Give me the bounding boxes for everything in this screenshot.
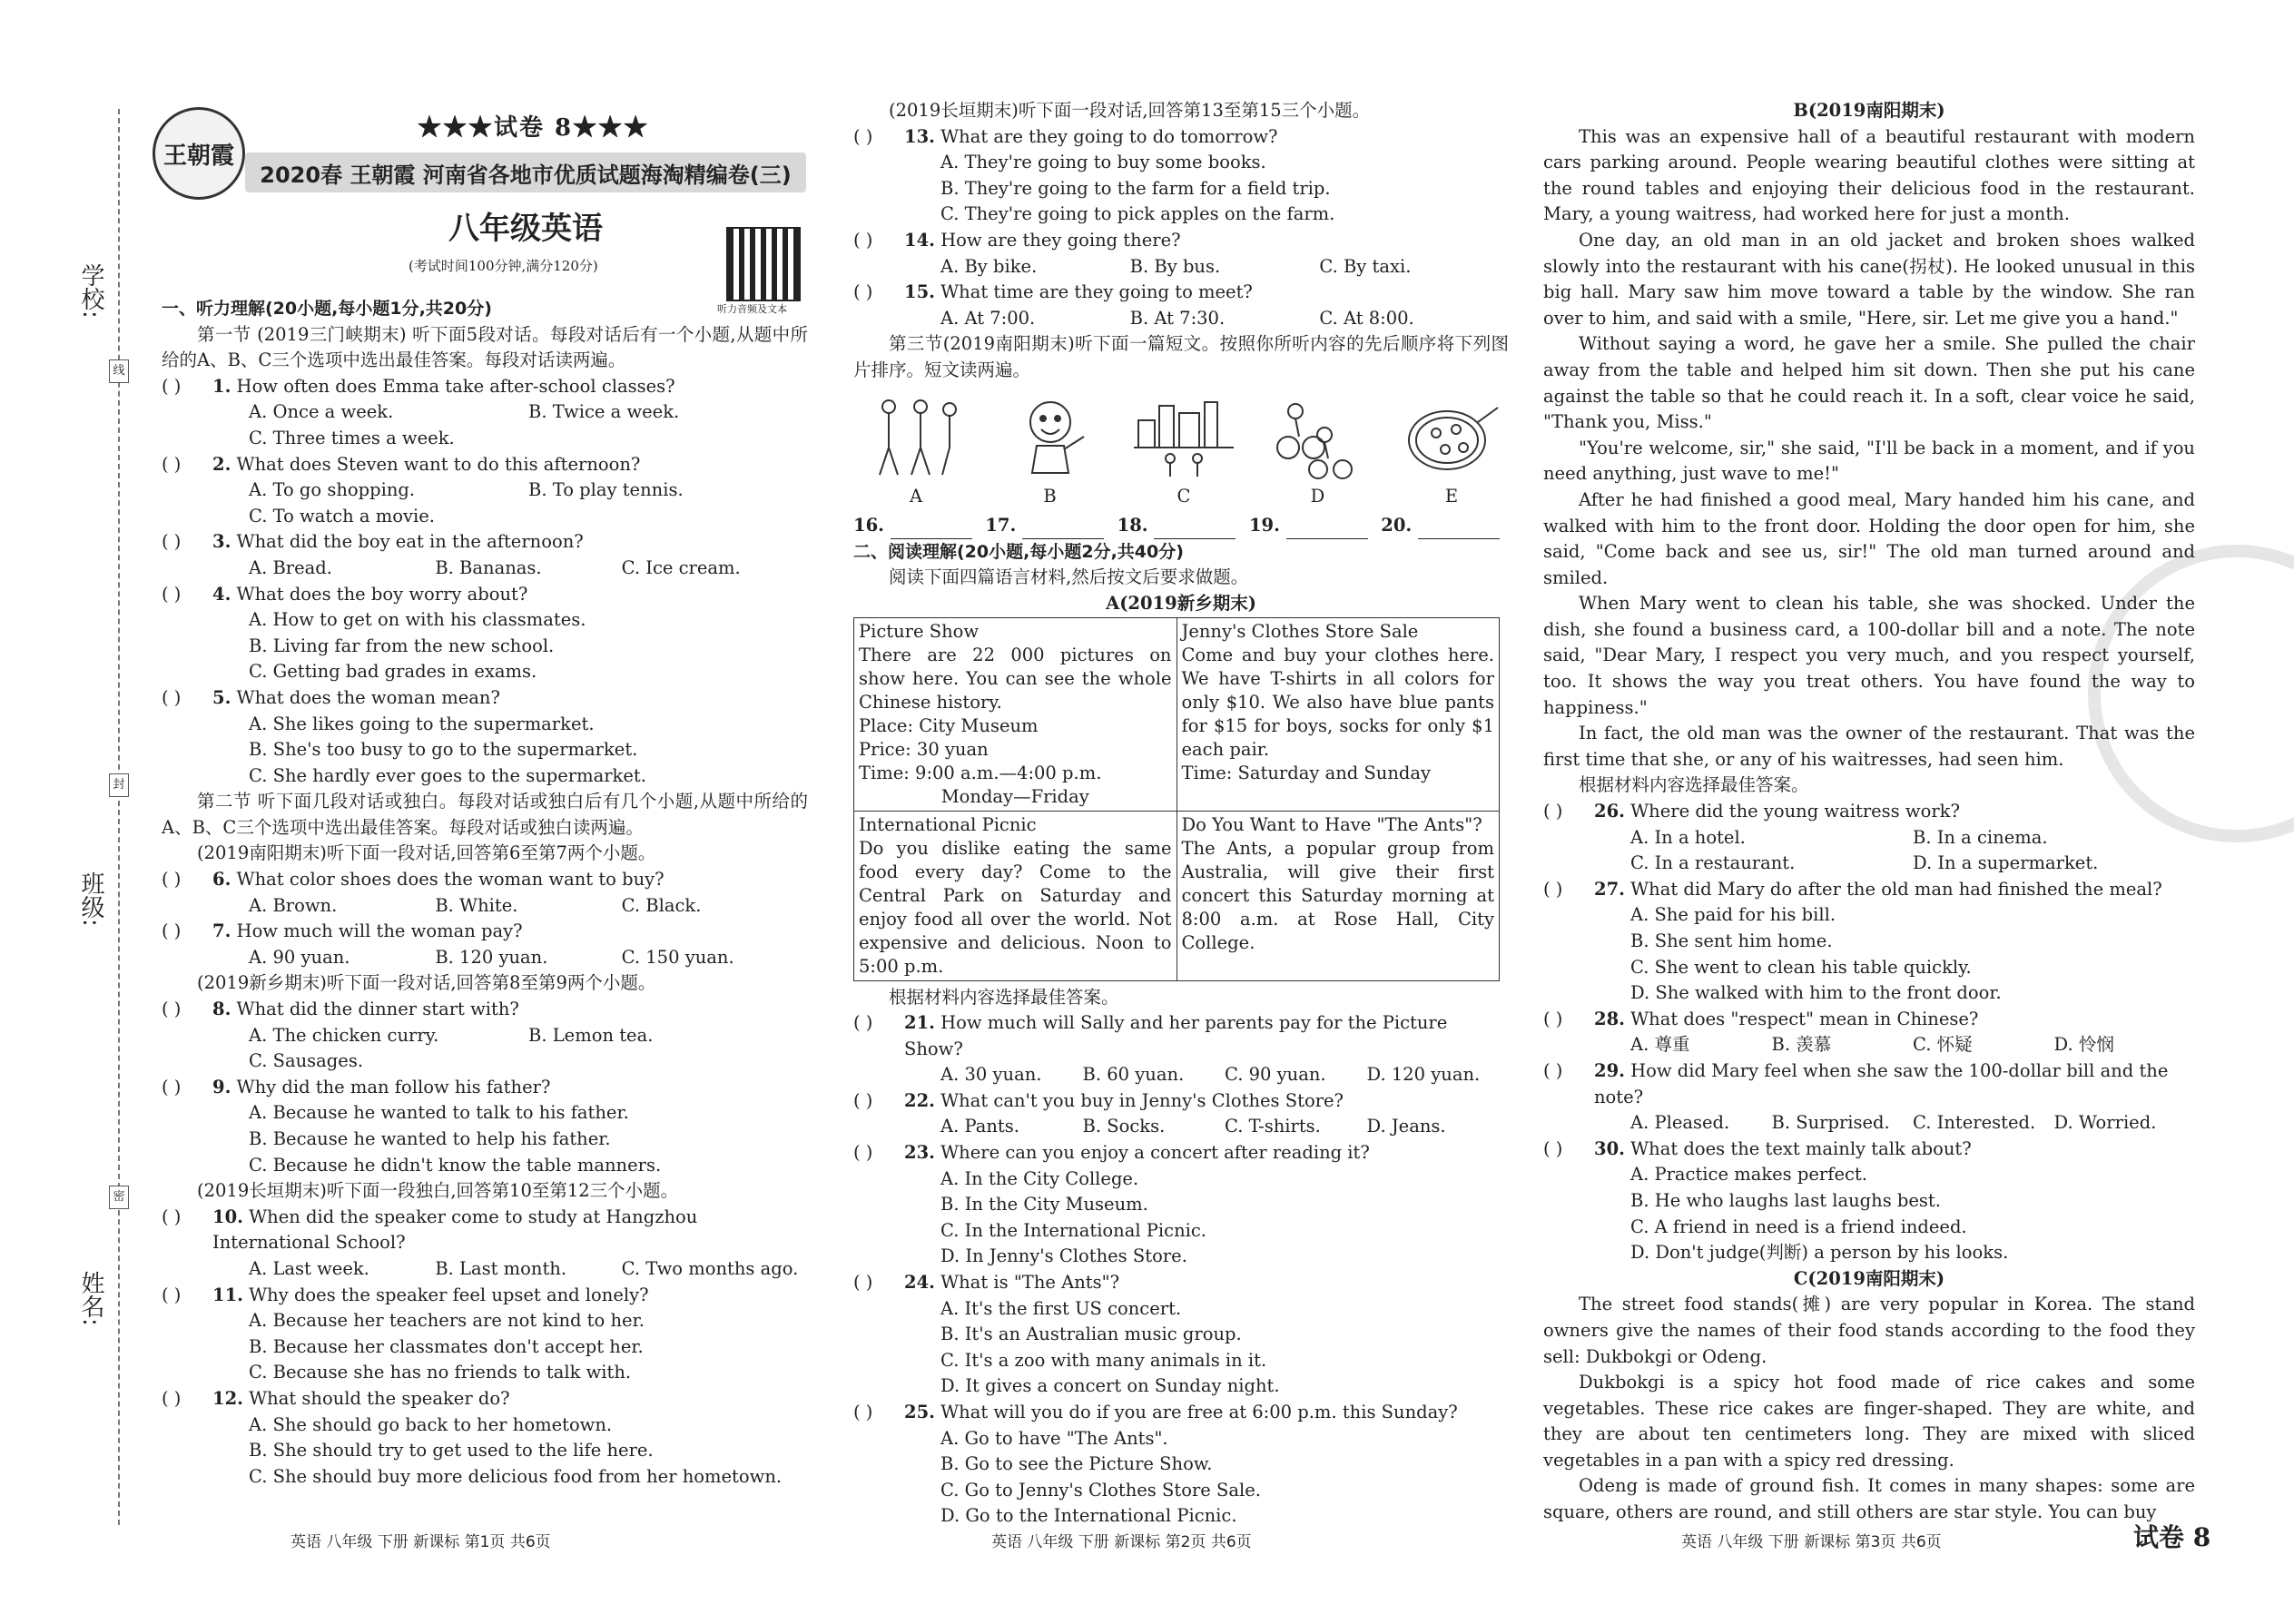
option-line: A. It's the first US concert. bbox=[940, 1297, 1182, 1319]
question-text: 5. What does the woman mean? bbox=[212, 686, 500, 708]
answer-blank[interactable] bbox=[1154, 520, 1236, 539]
question-27 bbox=[1543, 877, 2195, 903]
question-number: 29. bbox=[1594, 1059, 1625, 1081]
question-text: 22. What can't you buy in Jenny's Clothes Store? bbox=[904, 1089, 1344, 1111]
option-a: A. To go shopping. bbox=[249, 479, 416, 501]
answer-bracket[interactable]: ( ) bbox=[853, 1012, 873, 1034]
answer-bracket[interactable]: ( ) bbox=[162, 1387, 182, 1409]
option-d: D. 怜悯 bbox=[2053, 1034, 2114, 1056]
name-label: 姓名: bbox=[77, 1271, 104, 1326]
option-line: C. She should buy more delicious food from her hometown. bbox=[249, 1465, 783, 1487]
question-number: 14. bbox=[904, 229, 935, 251]
ad-text: The Ants, a popular group from Australia, will give their first concert this Saturday morning at 8:00 a.m. at Rose Hall, City College. bbox=[1181, 837, 1494, 953]
picture-label: B bbox=[1043, 485, 1057, 507]
question-text: 6. What color shoes does the woman want to buy? bbox=[212, 869, 665, 891]
question-12 bbox=[162, 1386, 808, 1412]
exam-banner: 2020春 王朝霞 河南省各地市优质试题海淘精编卷(三) bbox=[245, 153, 806, 192]
question-number: 15. bbox=[904, 281, 935, 303]
question-number: 30. bbox=[1594, 1137, 1625, 1159]
ad-jennys-clothes bbox=[1177, 617, 1500, 811]
ad-text: Time: 9:00 a.m.—4:00 p.m. bbox=[859, 762, 1102, 783]
paragraph: In fact, the old man was the owner of the restaurant. That was the first time that she, or any of his waitresses, had seen him. bbox=[1543, 723, 2195, 770]
option-line: D. She walked with him to the front door. bbox=[1630, 982, 2002, 1004]
answer-bracket[interactable]: ( ) bbox=[1543, 801, 1563, 822]
paragraph: "You're welcome, sir," she said, "I'll be back in a moment, and if you need anything, just wave to me!" bbox=[1543, 437, 2195, 485]
question-number: 9. bbox=[212, 1076, 231, 1097]
paragraph: After he had finished a good meal, Mary handed him his cane, and walked with him to the front door. Holding the door open for him, she said, "Come back and see us, sir!" The old man turned around and smiled. bbox=[1543, 488, 2195, 588]
options-row bbox=[853, 1062, 1509, 1088]
option-line: B. It's an Australian music group. bbox=[940, 1324, 1242, 1345]
question-text: 15. What time are they going to meet? bbox=[904, 281, 1253, 303]
option-line: C. Because she has no friends to talk with. bbox=[249, 1362, 632, 1383]
page-3-column bbox=[1543, 98, 2195, 1526]
question-number: 7. bbox=[212, 920, 231, 942]
instruction-line: (2019新乡期末)听下面一段对话,回答第8至第9两个小题。 bbox=[197, 972, 656, 994]
instruction-line: 阅读下面四篇语言材料,然后按文后要求做题。 bbox=[889, 566, 1249, 588]
instruction-line: 根据材料内容选择最佳答案。 bbox=[1579, 774, 1809, 796]
option-line: B. They're going to the farm for a field trip. bbox=[940, 177, 1331, 199]
page-2-column bbox=[853, 98, 1509, 1530]
question-number: 1. bbox=[212, 375, 231, 397]
option-c: C. 150 yuan. bbox=[621, 946, 734, 968]
qr-code[interactable] bbox=[726, 227, 801, 301]
answer-bracket[interactable]: ( ) bbox=[1543, 1137, 1563, 1159]
option-line: B. Go to see the Picture Show. bbox=[940, 1453, 1213, 1475]
question-text: 23. Where can you enjoy a concert after reading it? bbox=[904, 1142, 1370, 1164]
question-number: 26. bbox=[1594, 801, 1625, 822]
answer-bracket[interactable]: ( ) bbox=[853, 281, 873, 303]
question-13 bbox=[853, 124, 1509, 151]
option-line: C. Sausages. bbox=[249, 1050, 364, 1072]
question-1 bbox=[162, 374, 808, 400]
question-14 bbox=[853, 228, 1509, 254]
paragraph: When Mary went to clean his table, she was shocked. Under the dish, she found a business card, a 100-dollar bill and a note. The note said, "Dear Mary, I respect you very much, and you respect yourself, too. It shows the way you treat others. You have found the way to happiness." bbox=[1543, 593, 2195, 718]
answer-bracket[interactable]: ( ) bbox=[162, 531, 182, 553]
question-number: 12. bbox=[212, 1387, 243, 1409]
options-row bbox=[1543, 825, 2195, 851]
paragraph: 第三节(2019南阳期末)听下面一篇短文。按照你所听内容的先后顺序将下列图片排序。短文读两遍。 bbox=[853, 333, 1509, 380]
instruction-line: 根据材料内容选择最佳答案。 bbox=[889, 986, 1119, 1008]
picture-row bbox=[866, 393, 1501, 480]
option-a: C. In a restaurant. bbox=[1630, 852, 1796, 874]
question-29 bbox=[1543, 1058, 2195, 1110]
qr-note: 听力音频及文本 bbox=[717, 303, 787, 315]
options-row bbox=[162, 893, 808, 920]
question-number: 23. bbox=[904, 1142, 935, 1164]
option-line: B. Living far from the new school. bbox=[249, 635, 555, 656]
answer-bracket[interactable]: ( ) bbox=[162, 375, 182, 397]
question-number: 10. bbox=[212, 1206, 243, 1227]
option-a: A. The chicken curry. bbox=[249, 1024, 439, 1046]
option-line: A. They're going to buy some books. bbox=[940, 152, 1266, 173]
question-number: 25. bbox=[904, 1402, 935, 1422]
instruction-line: (2019南阳期末)听下面一段对话,回答第6至第7两个小题。 bbox=[197, 842, 656, 864]
options-row bbox=[162, 945, 808, 971]
binding-mark-secret: 密 bbox=[109, 1186, 129, 1209]
option-line: B. Because her classmates don't accept her. bbox=[249, 1335, 644, 1357]
question-text: 21. How much will Sally and her parents pay for the Picture Show? bbox=[904, 1012, 1448, 1059]
answer-blank[interactable] bbox=[891, 520, 972, 539]
option-c: C. T-shirts. bbox=[1225, 1116, 1321, 1137]
answer-bracket[interactable]: ( ) bbox=[162, 583, 182, 605]
question-text: 9. Why did the man follow his father? bbox=[212, 1076, 551, 1097]
question-3 bbox=[162, 529, 808, 556]
answer-bracket[interactable]: ( ) bbox=[853, 125, 873, 147]
option-c: C. 90 yuan. bbox=[1225, 1064, 1326, 1086]
option-c: C. Interested. bbox=[1913, 1112, 2036, 1134]
question-25 bbox=[853, 1400, 1509, 1426]
option-line: C. A friend in need is a friend indeed. bbox=[1630, 1216, 1967, 1237]
option-a: A. Bread. bbox=[249, 556, 332, 578]
option-line: B. She's too busy to go to the supermarket. bbox=[249, 739, 638, 761]
option-a: A. Pleased. bbox=[1630, 1112, 1730, 1134]
paragraph: The street food stands(摊) are very popular in Korea. The stand owners give the names of their food stands according to the food they sell: Dukbokgi or Odeng. bbox=[1543, 1294, 2195, 1367]
answer-bracket[interactable]: ( ) bbox=[853, 229, 873, 251]
footer-page-2: 英语 八年级 下册 新课标 第2页 共6页 bbox=[991, 1533, 1252, 1551]
option-b: B. At 7:30. bbox=[1129, 307, 1226, 329]
option-a: A. Pants. bbox=[940, 1116, 1019, 1137]
binding-line bbox=[118, 109, 120, 1525]
option-line: C. She went to clean his table quickly. bbox=[1630, 956, 1972, 978]
paragraph: 第二节 听下面几段对话或独白。每段对话或独白后有几个小题,从题中所给的A、B、C三个选项中选出最佳答案。每段对话或独白读两遍。 bbox=[162, 791, 808, 838]
option-b: B. Twice a week. bbox=[528, 401, 680, 423]
picture-answer-blanks bbox=[853, 513, 1500, 539]
passage-title: B(2019南阳期末) bbox=[1793, 100, 1945, 121]
question-23 bbox=[853, 1140, 1509, 1166]
option-line: D. In Jenny's Clothes Store. bbox=[940, 1245, 1187, 1267]
ad-text: Time: Saturday and Sunday bbox=[1181, 762, 1432, 783]
option-b: B. White. bbox=[435, 894, 518, 916]
option-line: A. She likes going to the supermarket. bbox=[249, 713, 595, 734]
picture-c-icon bbox=[1134, 393, 1234, 480]
paragraph: This was an expensive hall of a beautiful restaurant with modern cars parking around. People wearing beautiful clothes were sitting at the round tables and enjoying their delicious food in the restaurant. Mary, a young waitress, had worked here for just a month. bbox=[1543, 125, 2195, 225]
question-number: 24. bbox=[904, 1272, 935, 1294]
question-number: 13. bbox=[904, 125, 935, 147]
option-a: A. Brown. bbox=[249, 894, 338, 916]
option-c: C. By taxi. bbox=[1319, 255, 1412, 277]
options-row bbox=[853, 254, 1509, 281]
option-c: C. Black. bbox=[621, 894, 702, 916]
option-a: A. 30 yuan. bbox=[940, 1064, 1042, 1086]
option-b: B. Socks. bbox=[1082, 1116, 1166, 1137]
ad-picture-show bbox=[854, 617, 1177, 811]
question-text: 30. What does the text mainly talk about? bbox=[1594, 1137, 1972, 1159]
picture-labels bbox=[866, 484, 1501, 510]
paper-badge: 试卷 8 bbox=[2133, 1522, 2211, 1552]
question-6 bbox=[162, 867, 808, 893]
question-4 bbox=[162, 582, 808, 608]
reading-header bbox=[853, 539, 1509, 617]
brand-logo: 王朝霞 bbox=[153, 107, 245, 200]
question-7 bbox=[162, 919, 808, 945]
question-text: 24. What is "The Ants"? bbox=[904, 1272, 1120, 1294]
option-a: A. In a hotel. bbox=[1630, 826, 1746, 848]
binding-mark-line: 线 bbox=[109, 359, 129, 383]
option-b: B. Bananas. bbox=[435, 556, 542, 578]
question-number: 6. bbox=[212, 869, 231, 891]
option-line: B. She sent him home. bbox=[1630, 930, 1833, 951]
option-a: A. Once a week. bbox=[249, 401, 394, 423]
options-row bbox=[1543, 851, 2195, 877]
listening-part-3 bbox=[853, 98, 1509, 384]
option-line: C. They're going to pick apples on the farm. bbox=[940, 203, 1335, 225]
picture-label: C bbox=[1177, 485, 1191, 507]
question-22 bbox=[853, 1088, 1509, 1115]
ad-title: Do You Want to Have "The Ants"? bbox=[1181, 813, 1482, 835]
school-label: 学校: bbox=[77, 263, 104, 319]
question-text: 7. How much will the woman pay? bbox=[212, 920, 523, 942]
answer-blank-item: 19. bbox=[1249, 513, 1368, 539]
paragraph: Odeng is made of ground fish. It comes in many shapes: some are square, others are round, and still others are star style. You can buy bbox=[1543, 1475, 2195, 1523]
section-heading: 二、阅读理解(20小题,每小题2分,共40分) bbox=[853, 541, 1184, 562]
picture-label: E bbox=[1444, 485, 1459, 507]
question-11 bbox=[162, 1283, 808, 1309]
question-text: 8. What did the dinner start with? bbox=[212, 999, 519, 1020]
question-text: 14. How are they going there? bbox=[904, 229, 1181, 251]
question-30 bbox=[1543, 1137, 2195, 1163]
option-b: B. By bus. bbox=[1129, 255, 1221, 277]
option-line: D. Go to the International Picnic. bbox=[940, 1505, 1237, 1527]
question-text: 13. What are they going to do tomorrow? bbox=[904, 125, 1278, 147]
option-c: C. Two months ago. bbox=[621, 1257, 799, 1279]
question-number: 4. bbox=[212, 583, 231, 605]
question-text: 29. How did Mary feel when she saw the 100-dollar bill and the note? bbox=[1594, 1059, 2169, 1107]
question-text: 10. When did the speaker come to study at Hangzhou International School? bbox=[212, 1206, 698, 1254]
option-b: B. Surprised. bbox=[1771, 1112, 1890, 1134]
paper-number: ★★★试卷 8★★★ bbox=[418, 114, 650, 142]
option-line: C. Because he didn't know the table manners. bbox=[249, 1154, 662, 1176]
ad-title: Picture Show bbox=[859, 620, 980, 642]
option-line: B. Because he wanted to help his father. bbox=[249, 1128, 611, 1149]
option-a: A. By bike. bbox=[940, 255, 1038, 277]
options-row bbox=[162, 1023, 808, 1049]
ad-text: Do you dislike eating the same food every day? Come to the Central Park on Saturday and enjoy food all over the world. Not expensive and delicious. Noon to 5:00 p.m. bbox=[859, 837, 1172, 977]
question-9 bbox=[162, 1075, 808, 1101]
option-d: D. Jeans. bbox=[1366, 1116, 1446, 1137]
answer-blank-item: 16. bbox=[853, 513, 972, 539]
option-b: B. 120 yuan. bbox=[435, 946, 548, 968]
option-a: A. 90 yuan. bbox=[249, 946, 350, 968]
options-row bbox=[162, 556, 808, 582]
option-b: B. 60 yuan. bbox=[1082, 1064, 1185, 1086]
question-text: 1. How often does Emma take after-school classes? bbox=[212, 375, 675, 397]
option-line: B. He who laughs last laughs best. bbox=[1630, 1189, 1941, 1211]
question-number: 11. bbox=[212, 1284, 243, 1305]
option-line: C. Three times a week. bbox=[249, 427, 455, 448]
section-heading: 一、听力理解(20小题,每小题1分,共20分) bbox=[162, 299, 492, 319]
picture-a-icon bbox=[866, 393, 966, 480]
picture-label: D bbox=[1310, 485, 1325, 507]
question-24 bbox=[853, 1270, 1509, 1296]
answer-blank[interactable] bbox=[1286, 520, 1368, 539]
binding-mark-seal: 封 bbox=[109, 773, 129, 797]
question-text: 11. Why does the speaker feel upset and lonely? bbox=[212, 1284, 649, 1305]
page-1-column bbox=[162, 296, 808, 1490]
option-line: D. It gives a concert on Sunday night. bbox=[940, 1375, 1280, 1397]
question-21 bbox=[853, 1010, 1509, 1062]
paragraph: Dukbokgi is a spicy hot food made of rice cakes and some vegetables. These rice cakes are finger-shaped. They are white, and they are about ten centimeters long. They are mixed with sliced vegetables in a pan with a spicy red dressing. bbox=[1543, 1372, 2195, 1471]
answer-bracket[interactable]: ( ) bbox=[162, 686, 182, 708]
answer-bracket[interactable]: ( ) bbox=[853, 1142, 873, 1164]
picture-b-icon bbox=[1000, 393, 1100, 480]
option-line: A. Go to have "The Ants". bbox=[940, 1427, 1168, 1449]
answer-bracket[interactable]: ( ) bbox=[162, 920, 182, 942]
option-line: A. Because her teachers are not kind to her. bbox=[249, 1310, 645, 1332]
option-c: C. Ice cream. bbox=[621, 556, 741, 578]
option-line: C. In the International Picnic. bbox=[940, 1219, 1206, 1241]
question-number: 28. bbox=[1594, 1008, 1625, 1029]
answer-blank[interactable] bbox=[1418, 520, 1500, 539]
question-number: 21. bbox=[904, 1012, 935, 1034]
option-line: C. She hardly ever goes to the supermarket. bbox=[249, 764, 646, 786]
question-text: 12. What should the speaker do? bbox=[212, 1387, 510, 1409]
answer-bracket[interactable]: ( ) bbox=[162, 1206, 182, 1227]
option-line: A. Because he wanted to talk to his father. bbox=[249, 1102, 629, 1124]
answer-bracket[interactable]: ( ) bbox=[1543, 1059, 1563, 1081]
footer-page-3: 英语 八年级 下册 新课标 第3页 共6页 bbox=[1681, 1533, 1942, 1551]
option-line: C. It's a zoo with many animals in it. bbox=[940, 1349, 1267, 1371]
options-row bbox=[853, 1114, 1509, 1140]
question-10 bbox=[162, 1205, 808, 1256]
answer-bracket[interactable]: ( ) bbox=[162, 1284, 182, 1305]
option-a: A. 尊重 bbox=[1630, 1034, 1690, 1056]
option-line: A. Practice makes perfect. bbox=[1630, 1164, 1867, 1186]
option-line: A. How to get on with his classmates. bbox=[249, 609, 586, 631]
option-b: B. To play tennis. bbox=[528, 479, 684, 501]
question-15 bbox=[853, 280, 1509, 306]
question-text: 2. What does Steven want to do this afternoon? bbox=[212, 453, 641, 475]
question-number: 2. bbox=[212, 453, 231, 475]
ad-text: Monday—Friday bbox=[940, 785, 1089, 807]
paragraph: Without saying a word, he gave her a smile. She pulled the chair away from the table and helped him sit down. Then she put his cane against the table so that he could reach it. In a soft, clear voice he said, "Thank you, Miss." bbox=[1543, 333, 2195, 433]
options-row bbox=[162, 399, 808, 426]
option-line: A. She paid for his bill. bbox=[1630, 904, 1836, 926]
answer-bracket[interactable]: ( ) bbox=[162, 999, 182, 1020]
option-line: C. Go to Jenny's Clothes Store Sale. bbox=[940, 1479, 1261, 1501]
question-number: 8. bbox=[212, 999, 231, 1020]
question-text: 25. What will you do if you are free at 6:00 p.m. this Sunday? bbox=[904, 1402, 1458, 1422]
picture-e-icon bbox=[1402, 393, 1501, 480]
answer-bracket[interactable]: ( ) bbox=[162, 869, 182, 891]
question-text: 28. What does "respect" mean in Chinese? bbox=[1594, 1008, 1979, 1029]
option-b: B. In a cinema. bbox=[1913, 826, 2048, 848]
answer-blank[interactable] bbox=[1022, 520, 1104, 539]
options-row bbox=[162, 1256, 808, 1283]
question-text: 4. What does the boy worry about? bbox=[212, 583, 528, 605]
option-line: B. She should try to get used to the life here. bbox=[249, 1440, 654, 1462]
option-c: C. At 8:00. bbox=[1319, 307, 1414, 329]
option-line: A. She should go back to her hometown. bbox=[249, 1413, 613, 1435]
options-row bbox=[853, 306, 1509, 332]
options-row bbox=[1543, 1032, 2195, 1058]
ad-text: Place: City Museum bbox=[859, 714, 1039, 736]
ad-text: Price: 30 yuan bbox=[859, 738, 989, 760]
answer-bracket[interactable]: ( ) bbox=[1543, 1008, 1563, 1029]
answer-bracket[interactable]: ( ) bbox=[853, 1402, 873, 1422]
question-8 bbox=[162, 997, 808, 1023]
paragraph: 第一节 (2019三门峡期末) 听下面5段对话。每段对话后有一个小题,从题中所给的A、B、C三个选项中选出最佳答案。每段对话读两遍。 bbox=[162, 323, 808, 371]
passage-a-table bbox=[853, 617, 1500, 981]
option-b: B. Lemon tea. bbox=[528, 1024, 654, 1046]
instruction-line: (2019长垣期末)听下面一段独白,回答第10至第12三个小题。 bbox=[197, 1180, 679, 1202]
question-text: 27. What did Mary do after the old man had finished the meal? bbox=[1594, 878, 2162, 900]
answer-blank-item: 18. bbox=[1117, 513, 1236, 539]
picture-d-icon bbox=[1268, 393, 1368, 480]
passage-a-questions bbox=[853, 985, 1509, 1530]
answer-blank-item: 17. bbox=[985, 513, 1104, 539]
question-26 bbox=[1543, 799, 2195, 825]
option-a: A. Last week. bbox=[249, 1257, 369, 1279]
footer-page-1: 英语 八年级 下册 新课标 第1页 共6页 bbox=[290, 1533, 551, 1551]
class-label: 班级: bbox=[77, 871, 104, 927]
option-line: B. In the City Museum. bbox=[940, 1194, 1148, 1216]
question-text: 26. Where did the young waitress work? bbox=[1594, 801, 1960, 822]
ad-text: There are 22 000 pictures on show here. You can see the whole Chinese history. bbox=[859, 644, 1172, 713]
question-28 bbox=[1543, 1007, 2195, 1033]
option-b: D. In a supermarket. bbox=[1913, 852, 2099, 874]
answer-bracket[interactable]: ( ) bbox=[1543, 878, 1563, 900]
ad-title: Jenny's Clothes Store Sale bbox=[1181, 620, 1419, 642]
option-d: D. 120 yuan. bbox=[1366, 1064, 1481, 1086]
option-line: D. Don't judge(判断) a person by his looks. bbox=[1630, 1242, 2009, 1264]
answer-bracket[interactable]: ( ) bbox=[162, 453, 182, 475]
option-d: D. Worried. bbox=[2053, 1112, 2157, 1134]
question-number: 22. bbox=[904, 1089, 935, 1111]
ad-title: International Picnic bbox=[859, 813, 1037, 835]
option-c: C. 怀疑 bbox=[1913, 1034, 1973, 1056]
option-line: A. In the City College. bbox=[940, 1167, 1139, 1189]
ad-text: Come and buy your clothes here. We have T-shirts in all colors for only $10. We also have blue pants for $15 for boys, socks for only $1 each pair. bbox=[1181, 644, 1494, 760]
time-info: (考试时间100分钟,满分120分) bbox=[409, 258, 598, 274]
answer-bracket[interactable]: ( ) bbox=[853, 1272, 873, 1294]
subject-title: 八年级英语 bbox=[448, 211, 603, 247]
ad-the-ants bbox=[1177, 811, 1500, 980]
answer-bracket[interactable]: ( ) bbox=[162, 1076, 182, 1097]
passage-title: A(2019新乡期末) bbox=[1106, 592, 1256, 614]
instruction-line: (2019长垣期末)听下面一段对话,回答第13至第15三个小题。 bbox=[889, 100, 1371, 121]
ad-international-picnic bbox=[854, 811, 1177, 980]
options-row bbox=[162, 477, 808, 504]
paragraph: One day, an old man in an old jacket and broken shoes walked slowly into the restaurant with his cane(拐杖). He looked unusual in this big hall. Mary saw him move toward a table by the window. She ran over to him, and said with a smile, "Here, sir. Let me give you a hand." bbox=[1543, 229, 2195, 329]
option-b: B. 羡慕 bbox=[1771, 1034, 1832, 1056]
question-number: 3. bbox=[212, 531, 231, 553]
question-text: 3. What did the boy eat in the afternoon? bbox=[212, 531, 584, 553]
question-5 bbox=[162, 685, 808, 712]
question-number: 5. bbox=[212, 686, 231, 708]
picture-label: A bbox=[909, 485, 923, 507]
answer-blank-item: 20. bbox=[1381, 513, 1500, 539]
question-2 bbox=[162, 452, 808, 478]
question-number: 27. bbox=[1594, 878, 1625, 900]
option-a: A. At 7:00. bbox=[940, 307, 1036, 329]
options-row bbox=[1543, 1110, 2195, 1137]
passage-title: C(2019南阳期末) bbox=[1793, 1267, 1945, 1289]
option-line: C. To watch a movie. bbox=[249, 505, 435, 527]
option-b: B. Last month. bbox=[435, 1257, 567, 1279]
option-line: C. Getting bad grades in exams. bbox=[249, 661, 537, 683]
answer-bracket[interactable]: ( ) bbox=[853, 1089, 873, 1111]
